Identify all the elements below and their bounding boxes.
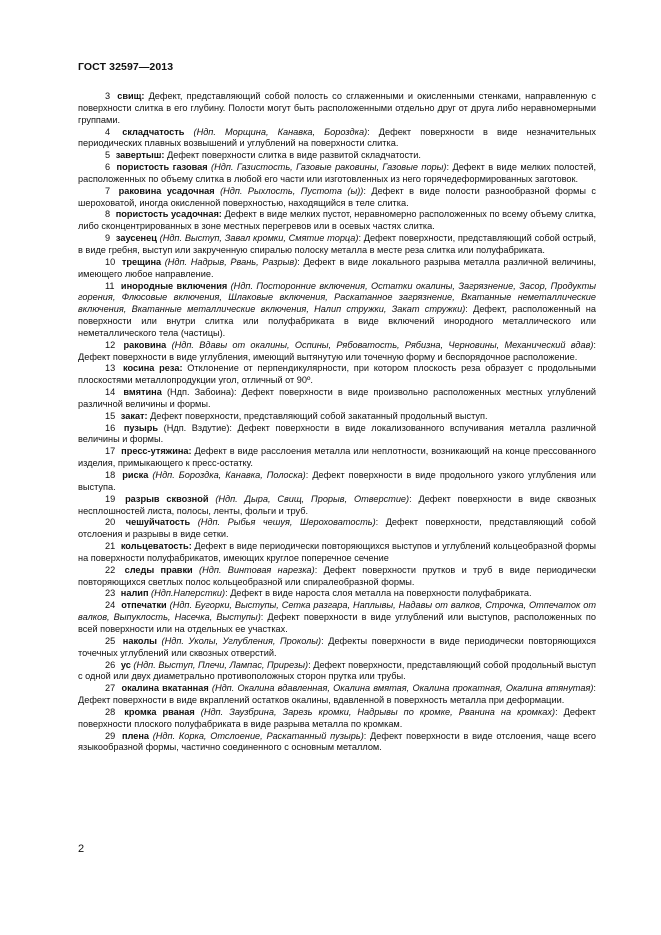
- term-definition: : Дефект поверхности в виде отслоения, чаще всего языкообразной формы, частично соединенного с основным металлом.: [78, 730, 597, 753]
- term-definition: Дефект поверхности, представляющий собой закатанный продольный выступ.: [147, 410, 488, 421]
- term-number: 27: [105, 683, 116, 694]
- term-entry: [78, 162, 596, 186]
- term-definition: : Дефект поверхности в виде углублений или выступов, расположенных по всей поверхности или на отдельных ее участках.: [78, 612, 596, 634]
- term-definition: : Дефект, расположенный на поверхности или внутри слитка или полуфабриката в виде включений инородного металлического или неметаллического тела (частицы).: [78, 304, 596, 338]
- term-deprecated-synonyms: (Ндп. Выступ, Плечи, Лампас, Прирезы): [130, 659, 309, 670]
- term-entry: [78, 411, 596, 423]
- term-number: 26: [105, 659, 116, 670]
- term-number: 19: [105, 493, 116, 504]
- term-definition: : Дефект в виде нароста слоя металла на поверхности полуфабриката.: [225, 588, 532, 599]
- term-definition: : Дефект поверхности, представляющий собой острый, в виде гребня, выступ или закрученную спиралью полоску металла в месте реза слитка или полуфабриката.: [78, 233, 596, 255]
- term-deprecated-synonyms: (Ндп.Наперстки): [148, 588, 226, 599]
- term-definition: : Дефект поверхности в виде незначительных периодических плавных возвышений и углублений на поверхности слитка.: [78, 126, 597, 149]
- term-name: свищ:: [117, 91, 145, 101]
- term-name: инородные включения: [120, 280, 228, 291]
- term-deprecated-synonyms: (Ндп. Бороздка, Канавка, Полоска): [148, 470, 306, 480]
- term-entry: [78, 565, 596, 589]
- term-name: налип: [120, 588, 149, 599]
- term-number: 22: [105, 564, 116, 575]
- term-deprecated-synonyms: (Ндп. Морщина, Канавка, Бороздка): [184, 126, 368, 137]
- term-entry: [78, 127, 596, 151]
- term-number: 5: [105, 150, 111, 161]
- term-deprecated-synonyms: (Ндп. Винтовая нарезка): [192, 564, 315, 575]
- term-definition: : Дефект поверхности в виде углубления, имеющий вытянутую или точечную форму и беспорядочное расположение.: [78, 339, 596, 362]
- term-entry: [78, 233, 596, 257]
- term-deprecated-synonyms: (Ндп. Посторонние включения, Остатки окалины, Загрязнение, Засор, Продукты горения, Флюсовые включения, Шлаковые включения, Раскатанное загрязнение, Вкатанные неметаллические включения, Вкатанные металлические включения, Налип стружки, Закат стружки): [78, 280, 596, 315]
- term-deprecated-synonyms: (Ндп. Рыбья чешуя, Шероховатость): [190, 517, 376, 528]
- term-deprecated-synonyms: (Ндп. Надрыв, Рвань, Разрыв): [161, 256, 298, 267]
- term-definition: Дефект, представляющий собой полость со сглаженными и окисленными стенками, направленную с поверхности слитка в его глубину. Полости могут быть расположенными отдельно друг от друга либо неравномерными группами.: [78, 91, 596, 125]
- document-header: ГОСТ 32597—2013: [78, 61, 174, 73]
- term-deprecated-synonyms: (Ндп. Вдавы от окалины, Оспины, Рябоватость, Рябизна, Черновины, Механический вдав): [166, 339, 594, 350]
- term-entry: [78, 281, 596, 340]
- term-entry: [78, 600, 596, 636]
- term-definition: : Дефект поверхности прутков и труб в виде периодически повторяющихся светлых полос кольцеобразной или спиралеобразной формы.: [78, 564, 596, 587]
- term-number: 13: [105, 363, 116, 374]
- term-definition: : Дефект поверхности в виде вкраплений остатков окалины, вдавленной в поверхность металла при деформации.: [78, 683, 596, 706]
- term-name: трещина: [121, 256, 162, 267]
- term-entry: [78, 186, 596, 210]
- term-definition: Дефект в виде мелких пустот, неравномерно расположенных по всему объему слитка, либо сконцентрированных в зоне местных перегревов или в осевых частях слитка.: [78, 209, 596, 232]
- page-number: 2: [78, 843, 85, 855]
- term-number: 17: [105, 446, 116, 457]
- term-name: вмятина: [123, 387, 162, 398]
- term-name: кольцеватость:: [120, 541, 192, 552]
- term-entry: [78, 91, 596, 127]
- term-number: 4: [105, 126, 111, 137]
- term-definition: : Дефект в виде полости разнообразной формы с шероховатой, иногда окисленной поверхностью, находящийся в теле слитка.: [78, 185, 597, 208]
- term-definition: : Дефект в виде локального разрыва металла различной величины, имеющего любое направление.: [78, 256, 596, 279]
- term-entry: [78, 150, 596, 162]
- term-entry: [78, 707, 596, 731]
- term-name: кромка рваная: [124, 706, 195, 717]
- term-definition: (Ндп. Забоина): Дефект поверхности в виде произвольно расположенных местных углублений различной величины и формы.: [78, 387, 596, 409]
- term-definition: : Дефект поверхности, представляющий собой отслоения и разрывы в виде сетки.: [78, 517, 596, 540]
- term-number: 28: [105, 706, 116, 717]
- term-entry: [78, 731, 596, 755]
- term-definition: Дефект в виде расслоения металла или неплотности, возникающий на конце прессованного изделия, примыкающего к пресс-остатку.: [78, 446, 596, 469]
- term-number: 21: [105, 541, 116, 552]
- term-deprecated-synonyms: (Ндп. Дыра, Свищ, Прорыв, Отверстие): [208, 493, 410, 504]
- term-number: 9: [105, 233, 111, 244]
- term-number: 12: [105, 339, 116, 350]
- term-name: пресс-утяжина:: [121, 446, 192, 457]
- term-name: следы правки: [124, 564, 193, 575]
- term-name: разрыв сквозной: [125, 493, 209, 504]
- term-name: пористость усадочная:: [115, 209, 222, 220]
- term-entry: [78, 209, 596, 233]
- term-entry: [78, 446, 596, 470]
- term-deprecated-synonyms: (Ндп. Рыхлость, Пустота (ы)): [214, 185, 364, 196]
- term-definition: : Дефект поверхности плоского полуфабриката в виде разрыва металла по кромкам.: [78, 706, 596, 729]
- term-entry: [78, 257, 596, 281]
- term-number: 11: [105, 280, 115, 291]
- term-entry: [78, 470, 596, 494]
- term-definition: Дефект поверхности слитка в виде развитой складчатости.: [164, 150, 421, 161]
- term-entry: [78, 494, 596, 518]
- term-number: 24: [105, 600, 116, 611]
- term-definition: : Дефекты поверхности в виде периодически повторяющихся точечных углублений или сквозных отверстий.: [78, 635, 596, 658]
- term-deprecated-synonyms: (Ндп. Окалина вдавленная, Окалина вмятая, Окалина прокатная, Окалина втянутая): [208, 683, 594, 694]
- term-entry: [78, 541, 596, 565]
- term-deprecated-synonyms: (Ндп. Корка, Отслоение, Раскатанный пузырь): [149, 730, 364, 741]
- term-name: наколы: [122, 635, 157, 646]
- term-name: отпечатки: [121, 600, 167, 611]
- term-entry: [78, 363, 596, 387]
- term-number: 20: [105, 517, 116, 528]
- term-name: окалина вкатанная: [121, 683, 209, 694]
- term-number: 8: [105, 209, 111, 220]
- term-deprecated-synonyms: (Ндп. Заузбрина, Зарезь кромки, Надрывы по кромке, Рванина на кромках): [194, 706, 556, 717]
- term-number: 16: [105, 422, 116, 433]
- term-number: 29: [105, 730, 116, 741]
- term-deprecated-synonyms: (Ндп. Уколы, Углубления, Проколы): [157, 635, 322, 646]
- term-number: 23: [105, 588, 116, 599]
- term-entry: [78, 387, 596, 411]
- term-name: раковина усадочная: [118, 185, 215, 196]
- term-entry: [78, 660, 596, 684]
- term-definition: : Дефект поверхности, представляющий собой продольный выступ с одной или двух диаметрально противоположных сторон прутка или трубы.: [78, 659, 596, 682]
- term-number: 6: [105, 162, 111, 173]
- term-number: 14: [105, 387, 116, 398]
- term-entry: [78, 588, 596, 600]
- term-definition: Отклонение от перпендикулярности, при котором плоскость реза образует с продольными плоскостями металлопродукции угол, отличный от 90º.: [78, 363, 596, 386]
- term-name: закат:: [120, 410, 148, 421]
- term-name: заусенец: [115, 233, 157, 244]
- term-definition: (Ндп. Вздутие): Дефект поверхности в виде локализованного вспучивания металла различной величины и формы.: [78, 422, 596, 445]
- term-number: 7: [105, 185, 111, 196]
- terms-list: [78, 91, 596, 754]
- term-entry: [78, 340, 596, 364]
- term-name: плена: [121, 730, 150, 741]
- term-number: 3: [105, 91, 111, 101]
- term-name: косина реза:: [123, 363, 183, 374]
- term-number: 18: [105, 470, 116, 480]
- term-deprecated-synonyms: (Ндп. Выступ, Завал кромки, Смятие торца): [156, 233, 359, 244]
- term-name: риска: [122, 470, 149, 480]
- term-deprecated-synonyms: (Ндп. Бугорки, Выступы, Сетка разгара, Наплывы, Надавы от валков, Строчка, Отпечаток от валков, Выпуклость, Насечка, Выступы): [78, 600, 596, 623]
- term-definition: Дефект в виде периодически повторяющихся выступов и углублений кольцеобразной формы на поверхности полуфабрикатов, имеющих круглое поперечное сечение: [78, 541, 596, 563]
- term-deprecated-synonyms: (Ндп. Газистость, Газовые раковины, Газовые поры): [207, 162, 447, 173]
- term-name: чешуйчатость: [125, 517, 191, 528]
- term-name: складчатость: [122, 126, 185, 137]
- term-number: 15: [105, 410, 116, 421]
- term-number: 10: [105, 256, 116, 267]
- term-name: раковина: [123, 339, 167, 350]
- term-name: пузырь: [123, 422, 159, 433]
- term-entry: [78, 683, 596, 707]
- term-definition: : Дефект в виде мелких полостей, расположенных по объему слитка в любой его части или изготовленных из него горячедеформированных заготовок.: [78, 162, 597, 184]
- term-name: пористость газовая: [116, 162, 208, 173]
- term-number: 25: [105, 635, 116, 646]
- term-definition: : Дефект поверхности в виде сквозных несплошностей листа, полосы, ленты, фольги и труб.: [78, 493, 596, 516]
- term-entry: [78, 517, 596, 541]
- term-entry: [78, 636, 596, 660]
- term-entry: [78, 423, 596, 447]
- term-definition: : Дефект поверхности в виде продольного узкого углубления или выступа.: [78, 470, 596, 492]
- term-name: завертыш:: [115, 150, 165, 161]
- term-name: ус: [120, 659, 131, 670]
